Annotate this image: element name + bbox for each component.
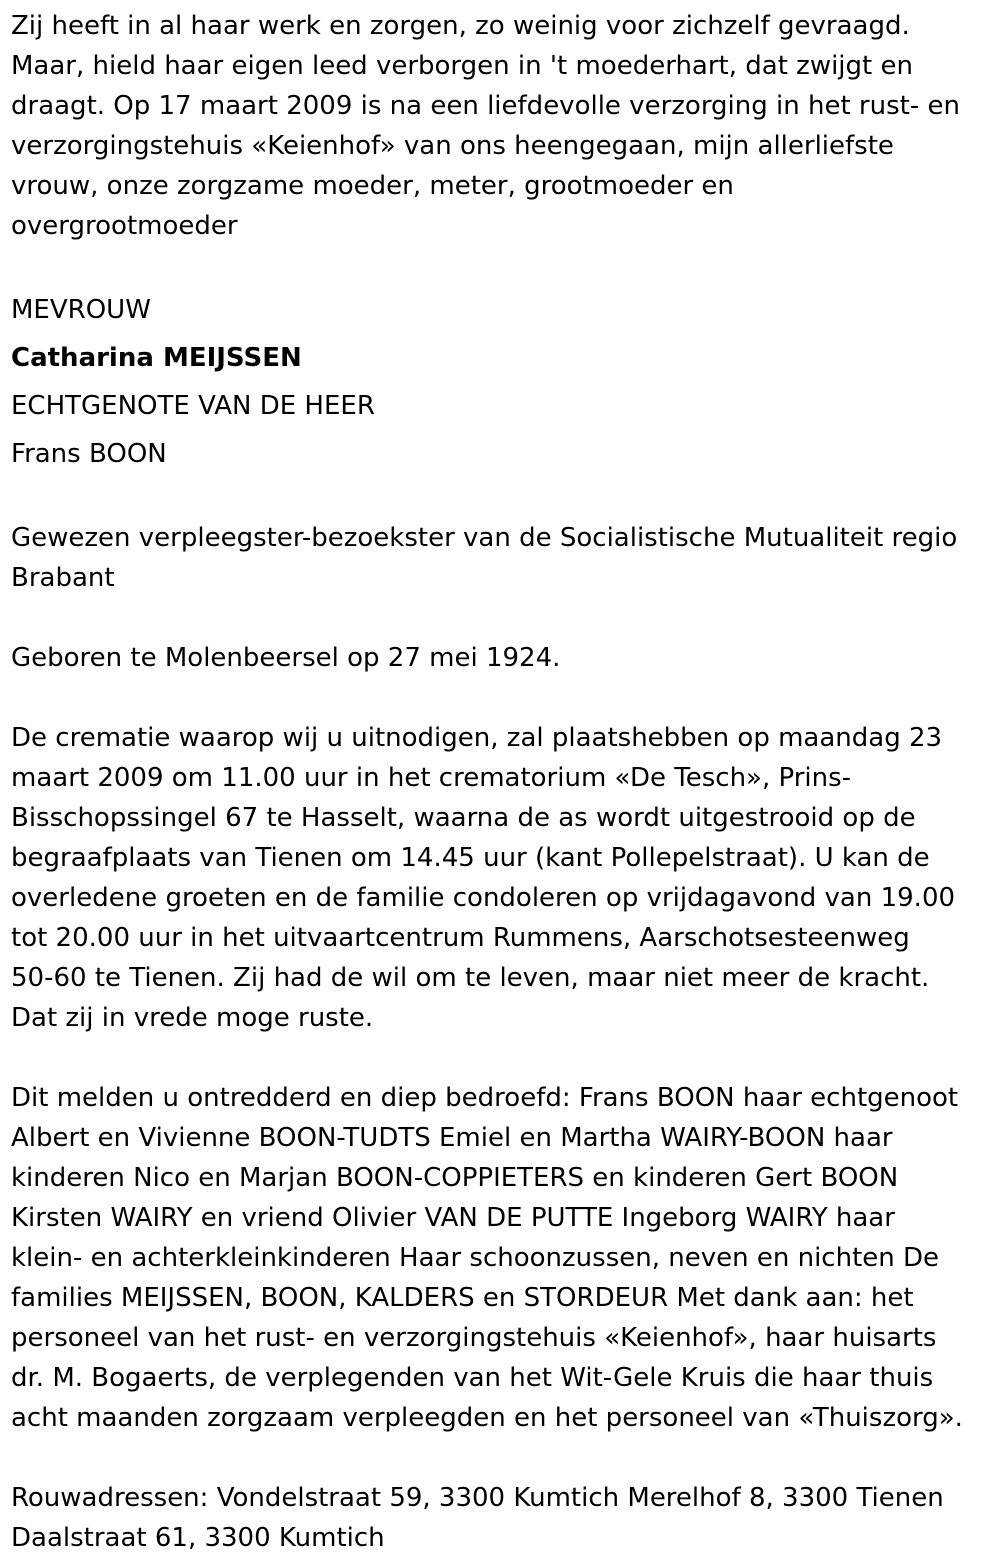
deceased-name: Catharina MEIJSSEN: [11, 343, 302, 373]
spacer: [11, 598, 1000, 638]
occupation-paragraph: Gewezen verpleegster-bezoekster van de Socialistische Mutualiteit regio Brabant: [11, 523, 958, 593]
spacer: [11, 246, 1000, 286]
spacer: [11, 1438, 1000, 1478]
addresses-paragraph: Rouwadressen: Vondelstraat 59, 3300 Kumtich Merelhof 8, 3300 Tienen Daalstraat 61, 3300 Kumtich: [11, 1483, 944, 1553]
ceremony-paragraph: De crematie waarop wij u uitnodigen, zal plaatshebben op maandag 23 maart 2009 om 11.00 uur in het crematorium «De Tesch», Prins- Bisschopssingel 67 te Hasselt, waarna de as wordt uitgestrooid op de begraafplaats van Tienen om 14.45 uur (kant Pollepelstraat). U kan de overledene groeten en de familie condoleren op vrijdagavond van 19.00 tot 20.00 uur in het uitvaartcentrum Rummens, Aarschotsesteenweg 50-60 te Tienen. Zij had de wil om te leven, maar niet meer de kracht. Dat zij in vrede moge ruste.: [11, 723, 956, 1033]
birth-paragraph: Geboren te Molenbeersel op 27 mei 1924.: [11, 643, 561, 673]
spacer: [11, 1038, 1000, 1078]
intro-paragraph: Zij heeft in al haar werk en zorgen, zo weinig voor zichzelf gevraagd. Maar, hield haar eigen leed verborgen in 't moederhart, dat zwijgt en draagt. Op 17 maart 2009 is na een liefdevolle verzorging in het rust- en verzorgingstehuis «Keienhof» van ons heengegaan, mijn allerliefste vrouw, onze zorgzame moeder, meter, grootmoeder en overgrootmoeder: [11, 11, 960, 241]
spacer: [11, 478, 1000, 518]
spacer: [11, 678, 1000, 718]
announcement-paragraph: Dit melden u ontredderd en diep bedroefd: Frans BOON haar echtgenoot Albert en Vivienne BOON-TUDTS Emiel en Martha WAIRY-BOON haar kinderen Nico en Marjan BOON-COPPIETERS en kinderen Gert BOON Kirsten WAIRY en vriend Olivier VAN DE PUTTE Ingeborg WAIRY haar klein- en achterkleinkinderen Haar schoonzussen, neven en nichten De families MEIJSSEN, BOON, KALDERS en STORDEUR Met dank aan: het personeel van het rust- en verzorgingstehuis «Keienhof», haar huisarts dr. M. Bogaerts, de verplegenden van het Wit-Gele Kruis die haar thuis acht maanden zorgzaam verpleegden en het personeel van «Thuiszorg».: [11, 1083, 963, 1433]
spouse-prefix: ECHTGENOTE VAN DE HEER: [11, 391, 375, 421]
title-prefix: MEVROUW: [11, 295, 151, 325]
spouse-name: Frans BOON: [11, 439, 167, 469]
